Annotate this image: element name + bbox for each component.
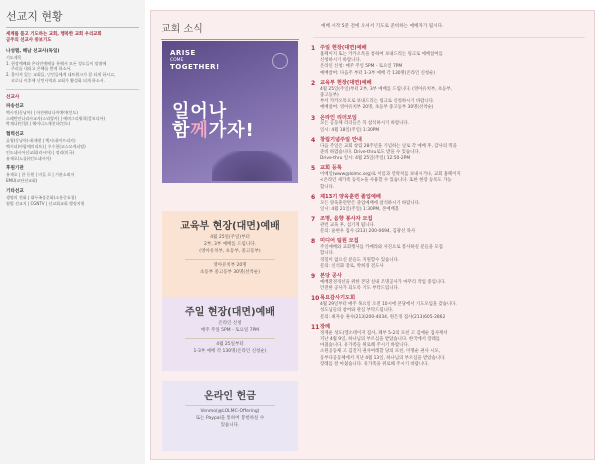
sunday-worship-card [162,297,298,371]
group-line: 생명의 전화 | 대두족물문화(소통중요청) [6,195,77,201]
news-item-body [320,238,589,270]
news-item-line: 정재운 성도(엘소테이지 집사, 폐부 5-2의 모친 고 김예순 집사께서 [320,330,448,336]
group-cooperative [6,131,139,161]
prayer-line: 2. 흩어져 있는 교회들, 난민들에게 네트워크가 잘 되게 하시고, [6,72,116,78]
poster-korean-line [172,119,255,141]
card-line: 영아유치부 20명 [213,262,247,268]
news-item-line: 문의: 윤현우 집사 (213) 200-0694, 김광선 목사 [320,229,416,234]
news-item-line: 준비 하였습니다. Drive-thru로도 받을 수 있습니다. [320,149,421,155]
group-line: 백시더(아랍에미리트) | 우수헌(코스모캐피탈) [6,144,86,150]
news-item-title: 온라인 리더모임 [320,114,357,121]
news-item-body [320,194,589,213]
news-item-line: 다음 주일은 교회 창립 28주년을 기념하는 날로 각 예배 후, 감사의 떡을 [320,143,457,149]
news-item-body [320,45,589,77]
divider [6,89,139,90]
news-item-body [320,115,589,134]
news-item-line: 신청하시기 바랍니다. [320,58,361,63]
news-item-title: 장례 [320,323,331,330]
news-item-number: 1 [311,45,316,52]
news-item-line: 안전한 공사가 되도록 기도 부탁드립니다. [320,286,400,291]
prayer-line: 기도제목 [6,54,22,60]
news-item-number: 9 [311,273,316,280]
news-item-line: 장례를 잘 마쳤습니다. 유가족을 위로해 주시기 바랍니다. [320,361,429,367]
church-news-title: 교회 소식 [161,20,299,40]
news-item-line: <온라인 새가족 등록>을 사용할 수 있습니다. 또한 현장 등록도 가능 [320,178,452,184]
card-body [162,235,298,277]
group-line: 월별 선교지 | CGNTV | 선교회교회 행정지원 [6,200,85,206]
news-item [311,194,589,213]
news-item-line: 예배환경개선을 위한 본당 실내 조명공사가 마무리 작업 중입니다. [320,279,446,285]
mission-heading [6,32,139,44]
news-item-line: 소원공동체 고 김진지 권사여래할 당의 모친, 이명순 권사 시모, [320,349,440,355]
group-line: 유재오(노를)(인도네시아) [6,155,51,161]
news-item-title: 미디어 팀원 모집 [320,238,359,245]
news-item-title: 조명, 음향 봉사자 모집 [320,216,373,222]
poster-korean-line: 일어나 [172,101,228,122]
news-item-line: 주일예배와 교회행사를 카메라와 사진으로 봉사하실 분들을 모집 [320,245,443,250]
missionary-name: 나성렬, 해남 선교사(독일) [6,48,60,54]
prayer-line: 주리를 내리고 은혜롭 받게 하소서. [11,66,72,72]
news-item-line: 모든 양육훈련반은 졸업예배에 참석하시기 바랍니다. [320,200,421,206]
group-title: 협력선교 [6,132,24,138]
news-item-line: 4월 25일(주일)부터 2부, 3부 예배를 드립니다. (영아유치부, 초등부, [320,86,453,92]
news-item-line: Drive-thru 일시: 4월 25일(주일) 12:50-2PM [320,156,411,161]
card-line: Venmo(@LOLMC-Offering) [200,409,260,414]
card-line: 초등부 중고등부 30명(선착순) [200,269,260,275]
news-item [311,324,589,368]
worship-note: 예배 시작 5분 전에 오셔서 기도로 준비하는 예배자가 됩시다. [321,24,444,29]
group-line: 백시진(동남아) | 아진팬더나이예야(인도) [6,109,78,115]
news-item [311,216,589,235]
card-line: 4월 25일부터 [216,341,244,347]
news-item-line: 예배참여: 다음주 부터 1-3부 예배 각 130명(온라인 신청순) [320,70,436,76]
news-item [311,137,589,163]
news-item [311,80,589,112]
poster-korean-word: 함 [172,119,191,141]
card-line: 있습니다. [220,422,240,428]
card-line: 매주 주일 5PM - 토요일 7PM [200,327,260,333]
news-item-body [320,80,589,112]
divider [185,259,275,260]
news-item-body [320,324,589,368]
divider [313,37,585,38]
card-line: 2부, 3부 예배를 드립니다. [203,241,256,247]
news-item [311,115,589,134]
news-item-number: 6 [311,193,316,201]
news-item-line: 모든 공동체 리더들은 꼭 참석하시기 바랍니다. [320,121,409,127]
education-worship-card [162,211,298,311]
news-item-line: 합니다. [320,251,335,257]
poster-korean-word: 가자! [208,119,255,141]
news-item-line: 동부다공동체에서 지난 4월 13일, 하나님의 부르심을 받았습니다. [320,355,446,361]
news-item-title: 주일 현장(대면)예배 [320,45,367,51]
missionary-group-title: 선교사 [6,94,20,100]
divider [185,338,275,339]
card-title: 교육부 현장(대면)예배 [180,221,280,232]
card-line: 1-3부 예배 각 130명(온라인 신청순) [193,348,267,354]
news-item-line: 중고등부) [320,92,339,98]
news-item-number: 2 [311,79,316,87]
news-item-title: 본당 공사 [320,273,342,279]
news-item-line: 문의: 최자승 권사(213)200-4034, 원은경 집사(213)605-2862 [320,314,446,320]
card-body [162,321,298,356]
mission-sidebar [0,0,145,464]
news-item [311,295,589,321]
news-item-line: 경험이 없으신 분들도 지원할수 있습니다. [320,257,400,263]
group-line: 인도네시아선교회(러시아) | 정리(미국) [6,149,75,155]
card-title: 온라인 헌금 [204,391,256,402]
news-item-line: 4월 29일부터 매주 목요일 오전 10시에 본당에서 기도모임을 갖습니다. [320,302,457,307]
news-item-line: 마쳤습니다. 유가족들 위로해 주시기 바랍니다. [320,343,409,348]
group-sponsor [6,165,139,184]
news-item-title: 제13기 양육훈련 졸업예배 [320,193,381,200]
news-item-line: 부서 카카오톡으로 보내드리는 링크로 신청하시기 바랍니다. [320,99,435,104]
news-item [311,238,589,270]
group-line: EMU(교단선교회) [6,178,38,184]
news-item-number: 3 [311,114,316,122]
news-item-title: 창립기념주일 안내 [320,136,362,143]
news-item-number: 5 [311,165,316,173]
news-item-line: 문의: 신석화 장로, 박희경 전도사 [320,263,384,269]
news-item-title: 목요감사기도회 [320,295,356,302]
news-item [311,45,589,77]
sidebar-title: 선교지 현황 [6,8,139,28]
arise-poster [162,41,298,183]
news-item-title: 교회 등록 [320,165,342,172]
card-title: 주일 현장(대면)예배 [185,307,275,318]
group-title: 기타선교 [6,189,24,195]
group-line: 류영(동남아)-최재현 | 백시더(아프리카) [6,138,76,144]
group-line: 유재오 | 한 동원 | 미들 로 | 기관소외서 [6,172,75,178]
church-news-panel [150,10,595,460]
news-item-line: 합니다. [320,184,335,190]
card-line: 온라인 신청 [218,321,242,326]
news-item-body [320,273,589,292]
card-line: 4월 25일(주일)부터 [210,235,250,240]
card-body [162,405,298,430]
news-item [311,165,589,191]
poster-english-line: ARISE [170,49,196,57]
news-item-body [320,165,589,191]
news-item-line: 일시: 4월 21일(주일) 1:30PM, 본예배홀 [320,206,399,212]
divider [185,405,275,406]
news-item-number: 4 [311,136,316,144]
online-offering-card [162,381,298,451]
emblem-icon [272,53,288,69]
card-line: (영아유치부, 초등부, 중고등부) [199,248,261,254]
news-item-line: 지난 4월 9일, 하나님의 부르심을 받았습니다. 한국에서 장례를 [320,336,440,342]
poster-english-title [170,49,220,72]
news-item-line: 홈페이지 또는 카카오톡을 통하여 보내드리는 링크로 예배참여를 [320,51,443,57]
prayer-line: 코로나 이후에 난민사역과 교회가 활성화 되게 하소서. [11,78,105,84]
news-item-body [320,295,589,321]
poster-korean-title [172,103,255,141]
mission-heading-line: 세계를 품고 기도하는 교회, 행복한 교회 우리교회 [6,32,102,37]
prayer-line: 1. 현장예배와 온라인예배를 통해서 모든 성도들이 말씀에 [6,60,107,66]
poster-people-illustration [212,151,292,181]
news-list [311,45,589,371]
group-line: 박재나(인청) | 헤어니스재진다(인도) [6,121,71,127]
poster-korean-word: 께 [190,119,209,141]
group-title: 후원기관 [6,166,24,172]
news-item-line: 일시: 4월 18일(주일) 1:30PM [320,127,380,133]
card-line: 또는 Paypal을 통하여 봉헌하실 수 [195,415,265,421]
news-item-number: 10 [311,295,320,303]
news-item-line: 예배참여: 영아유치부 20명, 초등부 중고등부 30명(선착순) [320,105,434,111]
mission-heading-line: 금주의 선교사 중보기도 [6,37,52,43]
news-item-number: 8 [311,238,316,246]
group-title: 파송선교 [6,103,24,109]
news-item-line: 온라인 신청: 매주 주일 5PM - 토요일 7PM [320,64,403,70]
news-item [311,273,589,292]
group-line: 스페탄안나리사교자(스리랑카) | 에버그리워희(캄보디아) [6,115,106,121]
news-item-body [320,137,589,163]
news-item-title: 교육부 현장(대면)예배 [320,79,372,86]
prayer-section [6,48,139,84]
news-item-line: 이메일(www@lolmc.org)로 이름과 연락처를 보내시거나, 교회 홈페이지 [320,172,461,177]
news-item-number: 7 [311,216,316,223]
poster-english-line: TOGETHER! [170,63,220,72]
news-item-number: 11 [311,323,320,331]
group-dispatched [6,103,139,127]
group-other [6,188,139,207]
news-item-body [320,216,589,235]
poster-english-line: COME [170,57,184,63]
news-item-line: 관련 교육 후, 섬기게 됩니다. [320,222,376,228]
news-item-line: 성도님들의 참여와 관심 부탁드립니다. [320,308,394,314]
